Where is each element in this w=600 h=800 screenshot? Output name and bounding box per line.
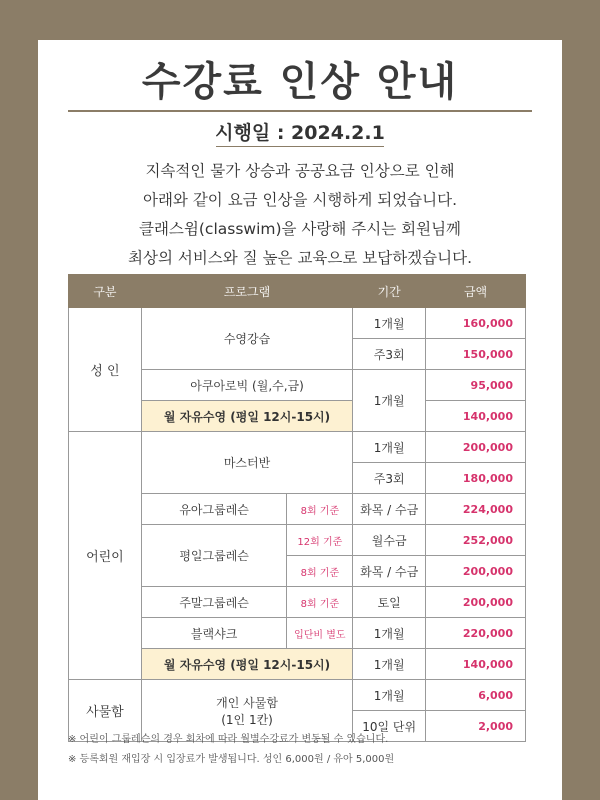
period-cell: 월수금: [353, 525, 426, 556]
price-cell: 200,000: [426, 432, 526, 463]
price-cell: 160,000: [426, 308, 526, 339]
header-price: 금액: [426, 275, 526, 308]
intro-line: 클래스윔(classwim)을 사랑해 주시는 회원님께: [138, 220, 462, 238]
session-note: 8회 기준: [287, 556, 353, 587]
price-cell: 180,000: [426, 463, 526, 494]
price-cell: 220,000: [426, 618, 526, 649]
price-cell: 252,000: [426, 525, 526, 556]
session-note: 8회 기준: [287, 587, 353, 618]
price-cell: 200,000: [426, 587, 526, 618]
header-period: 기간: [353, 275, 426, 308]
footnote: ※ 어린이 그룹레슨의 경우 회차에 따라 월별수강료가 변동될 수 있습니다.: [68, 734, 389, 745]
price-cell: 6,000: [426, 680, 526, 711]
table-row: [69, 680, 526, 711]
period-cell: 1개월: [353, 370, 426, 432]
footnotes: [68, 730, 394, 770]
price-cell: 95,000: [426, 370, 526, 401]
program-name: 마스터반: [141, 432, 352, 494]
program-name: 아쿠아로빅 (월,수,금): [141, 370, 352, 401]
session-note: 8회 기준: [287, 494, 353, 525]
locker-name: 개인 사물함: [216, 695, 278, 710]
program-name: 수영강습: [141, 308, 352, 370]
period-cell: 1개월: [353, 308, 426, 339]
date-underline: [216, 146, 384, 147]
category-locker: 사물함: [69, 680, 142, 742]
period-cell: 주3회: [353, 463, 426, 494]
header-category: 구분: [69, 275, 142, 308]
intro-line: 지속적인 물가 상승과 공공요금 인상으로 인해: [145, 162, 455, 180]
price-cell: 150,000: [426, 339, 526, 370]
locker-note: (1인 1칸): [221, 712, 273, 727]
footnote: ※ 등록회원 재입장 시 입장료가 발생됩니다. 성인 6,000원 / 유아 5,000원: [68, 754, 395, 765]
period-cell: 화목 / 수금: [353, 494, 426, 525]
period-cell: 1개월: [353, 432, 426, 463]
program-name: 주말그룹레슨: [141, 587, 287, 618]
program-name: 블랙샤크: [141, 618, 287, 649]
program-name: 유아그룹레슨: [141, 494, 287, 525]
session-note: 입단비 별도: [287, 618, 353, 649]
intro-text: [38, 157, 562, 273]
price-cell: 200,000: [426, 556, 526, 587]
period-cell: 10일 단위: [353, 711, 426, 742]
category-kids: 어린이: [69, 432, 142, 680]
price-cell: 224,000: [426, 494, 526, 525]
period-cell: 화목 / 수금: [353, 556, 426, 587]
period-cell: 1개월: [353, 680, 426, 711]
price-cell: 140,000: [426, 401, 526, 432]
category-adult: 성 인: [69, 308, 142, 432]
title-divider: [68, 110, 532, 112]
notice-card: [38, 40, 562, 800]
fee-table: [68, 274, 526, 742]
period-cell: 주3회: [353, 339, 426, 370]
price-cell: 2,000: [426, 711, 526, 742]
table-header-row: [69, 275, 526, 308]
period-cell: 1개월: [353, 649, 426, 680]
period-cell: 토일: [353, 587, 426, 618]
session-note: 12회 기준: [287, 525, 353, 556]
price-cell: 140,000: [426, 649, 526, 680]
table-row: [69, 308, 526, 339]
program-name-highlight: 월 자유수영 (평일 12시-15시): [141, 649, 352, 680]
header-program: 프로그램: [141, 275, 352, 308]
period-cell: 1개월: [353, 618, 426, 649]
program-name: 평일그룹레슨: [141, 525, 287, 587]
table-row: [69, 432, 526, 463]
page-title: 수강료 인상 안내: [141, 59, 459, 105]
effective-date: 시행일 : 2024.2.1: [215, 122, 385, 144]
program-name-highlight: 월 자유수영 (평일 12시-15시): [141, 401, 352, 432]
intro-line: 아래와 같이 요금 인상을 시행하게 되었습니다.: [142, 191, 458, 209]
intro-line: 최상의 서비스와 질 높은 교육으로 보답하겠습니다.: [128, 249, 472, 267]
